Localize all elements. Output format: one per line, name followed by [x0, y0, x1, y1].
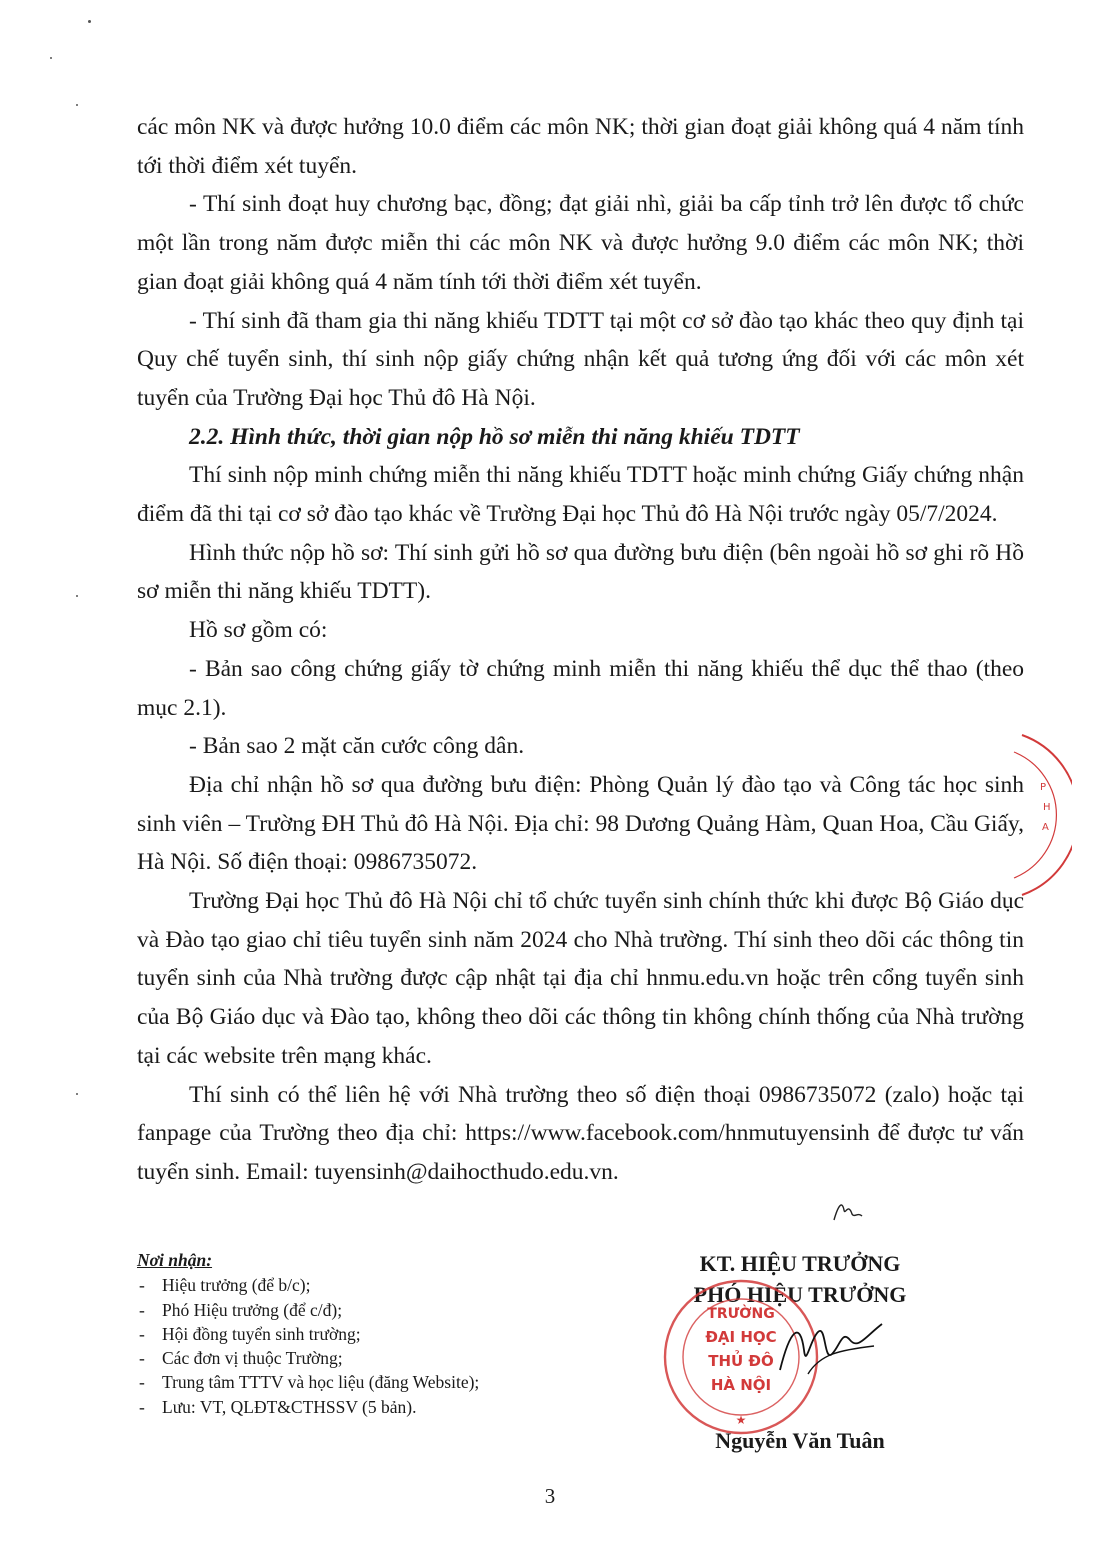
list-item: - Lưu: VT, QLĐT&CTHSSV (5 bản).	[137, 1395, 567, 1419]
paragraph: - Thí sinh đoạt huy chương bạc, đồng; đạt giải nhì, giải ba cấp tỉnh trở lên được tổ chức một lần trong năm được miễn thi các môn NK và được hưởng 9.0 điểm các môn NK; thời gian đoạt giải không quá 4 năm tính tới thời điểm xét tuyển.	[137, 191, 1024, 295]
seal-line1: TRƯỜNG	[707, 1306, 775, 1322]
signature-title-line1: KT. HIỆU TRƯỞNG	[699, 1251, 901, 1276]
scan-speck	[76, 1093, 78, 1095]
signer-name: Nguyễn Văn Tuân	[715, 1428, 885, 1453]
paragraph: Hồ sơ gồm có:	[189, 617, 328, 644]
scan-speck	[50, 57, 52, 59]
list-item: - Các đơn vị thuộc Trường;	[137, 1346, 567, 1370]
paragraph: Thí sinh có thể liên hệ với Nhà trường theo số điện thoại 0986735072 (zalo) hoặc tại fanpage của Trường theo địa chỉ: https://www.facebook.com/hnmutuyensinh để được tư vấn tuyển sinh. Email: tuyensinh@daihocthudo.edu.vn.	[137, 1081, 1024, 1185]
paragraph: - Bản sao 2 mặt căn cước công dân.	[189, 733, 525, 760]
document-body	[137, 108, 1024, 1192]
paragraph: các môn NK và được hưởng 10.0 điểm các môn NK; thời gian đoạt giải không quá 4 năm tính tới thời điểm xét tuyển.	[137, 114, 1024, 179]
paragraph: - Bản sao công chứng giấy tờ chứng minh miễn thi năng khiếu thể dục thể thao (theo mục 2.1).	[137, 655, 1024, 721]
svg-text:H: H	[1043, 802, 1051, 813]
paragraph: Hình thức nộp hồ sơ: Thí sinh gửi hồ sơ qua đường bưu điện (bên ngoài hồ sơ ghi rõ Hồ sơ miễn thi năng khiếu TDTT).	[137, 539, 1024, 605]
partial-seal-icon	[1012, 730, 1072, 900]
list-item: - Hội đồng tuyển sinh trường;	[137, 1322, 567, 1346]
signature-title-line2: PHÓ HIỆU TRƯỞNG	[693, 1282, 907, 1307]
paragraph: Thí sinh nộp minh chứng miễn thi năng khiếu TDTT hoặc minh chứng Giấy chứng nhận điểm đã thi tại cơ sở đào tạo khác về Trường Đại học Thủ đô Hà Nội trước ngày 05/7/2024.	[137, 462, 1024, 528]
list-item: - Hiệu trưởng (để b/c);	[137, 1273, 567, 1297]
scan-speck	[76, 595, 78, 597]
seal-line4: HÀ NỘI	[710, 1376, 772, 1394]
paragraph: - Thí sinh đã tham gia thi năng khiếu TDTT tại một cơ sở đào tạo khác theo quy định tại Quy chế tuyển sinh, thí sinh nộp giấy chứng nhận kết quả tương ứng đối với các môn xét tuyển của Trường Đại học Thủ đô Hà Nội.	[137, 307, 1024, 411]
recipients-block	[137, 1248, 567, 1419]
list-item: - Phó Hiệu trưởng (để c/đ);	[137, 1298, 567, 1322]
seal-line3: THỦ ĐÔ	[708, 1352, 774, 1370]
svg-text:P: P	[1040, 782, 1047, 793]
initial-mark-icon	[830, 1196, 866, 1226]
section-heading: 2.2. Hình thức, thời gian nộp hồ sơ miễn thi năng khiếu TDTT	[189, 423, 800, 450]
scan-speck	[88, 20, 91, 23]
svg-text:★: ★	[735, 1413, 747, 1427]
recipients-list	[137, 1273, 567, 1419]
list-item: - Trung tâm TTTV và học liệu (đăng Website);	[137, 1370, 567, 1394]
paragraph: Trường Đại học Thủ đô Hà Nội chỉ tổ chức tuyển sinh chính thức khi được Bộ Giáo dục và Đào tạo giao chỉ tiêu tuyển sinh năm 2024 cho Nhà trường. Thí sinh theo dõi các thông tin tuyển sinh của Nhà trường được cập nhật tại địa chỉ hnmu.edu.vn hoặc trên cổng tuyển sinh của Bộ Giáo dục và Đào tạo, không theo dõi các thông tin không chính thống của Nhà trường tại các website trên mạng khác.	[137, 888, 1024, 1069]
scan-speck	[76, 104, 78, 106]
handwritten-signature-icon	[770, 1310, 890, 1390]
seal-line2: ĐẠI HỌC	[705, 1328, 777, 1346]
svg-text:A: A	[1042, 822, 1049, 833]
page-number: 3	[544, 1484, 556, 1508]
recipients-title: Nơi nhận:	[137, 1250, 213, 1270]
paragraph: Địa chỉ nhận hồ sơ qua đường bưu điện: Phòng Quản lý đào tạo và Công tác học sinh sinh viên – Trường ĐH Thủ đô Hà Nội. Địa chỉ: 98 Dương Quảng Hàm, Quan Hoa, Cầu Giấy, Hà Nội. Số điện thoại: 0986735072.	[137, 771, 1024, 876]
